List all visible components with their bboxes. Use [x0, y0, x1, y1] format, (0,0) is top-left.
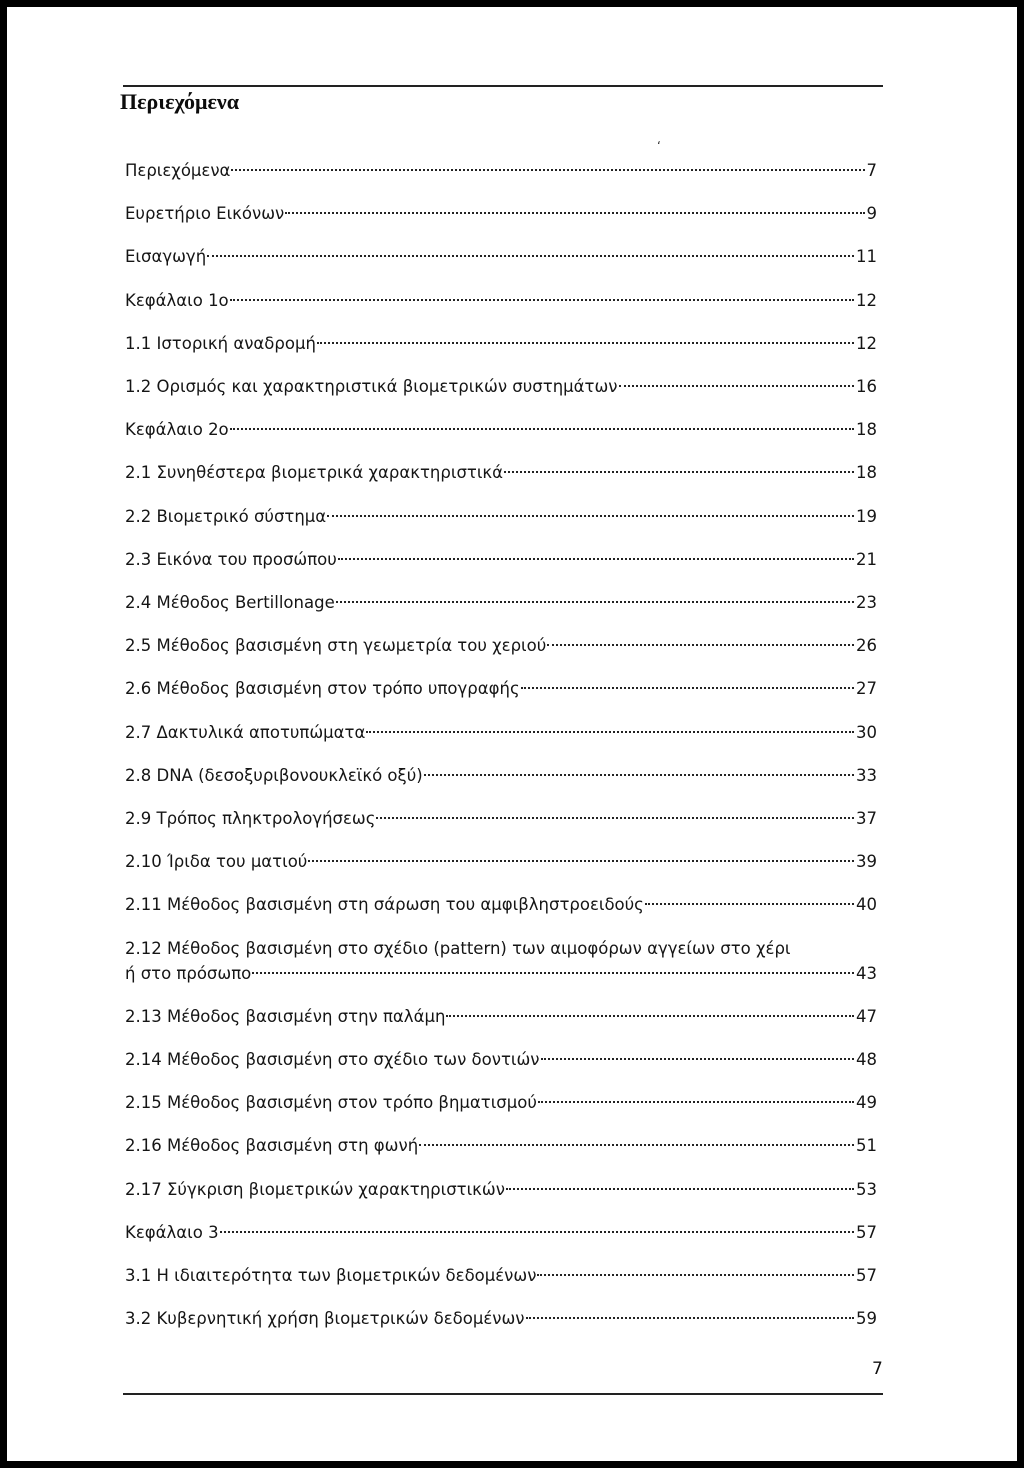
toc-entry-label: 1.2 Ορισμός και χαρακτηριστικά βιομετρικών συστημάτων — [125, 377, 618, 396]
toc-entry-label: 3.2 Κυβερνητική χρήση βιομετρικών δεδομένων — [125, 1309, 525, 1329]
toc-entry[interactable] — [125, 419, 877, 441]
toc-entry-label: 2.1 Συνηθέστερα βιομετρικά χαρακτηριστικά — [125, 463, 504, 483]
document-page — [7, 7, 1017, 1461]
toc-entry-label: 2.3 Εικόνα του προσώπου — [125, 549, 337, 569]
dot-leader — [547, 644, 854, 646]
toc-entry[interactable] — [125, 894, 877, 916]
dot-leader — [207, 255, 854, 257]
toc-entry-label: 3.1 Η ιδιαιτερότητα των βιομετρικών δεδομένων — [125, 1266, 537, 1285]
stray-mark: ‘ — [657, 139, 661, 153]
dot-leader — [231, 169, 864, 171]
toc-entry[interactable] — [125, 1308, 877, 1330]
toc-entry-label-line1: 2.12 Μέθοδος βασισμένη στο σχέδιο (pattern) των αιμοφόρων αγγείων στο χέρι — [125, 938, 791, 958]
toc-entry-label: 2.13 Μέθοδος βασισμένη στην παλάμη — [125, 1006, 446, 1026]
toc-entry[interactable] — [125, 963, 877, 985]
toc-entry-page-number: 57 — [856, 1222, 877, 1242]
dot-leader — [336, 601, 854, 603]
toc-entry[interactable] — [125, 851, 877, 873]
toc-entry-page-number: 43 — [856, 963, 877, 983]
toc-entry[interactable] — [125, 549, 877, 571]
toc-entry-label: 2.15 Μέθοδος βασισμένη στον τρόπο βηματισμού — [125, 1093, 537, 1113]
dot-leader — [538, 1101, 854, 1103]
toc-entry-page-number: 53 — [856, 1179, 877, 1199]
dot-leader — [424, 774, 854, 776]
toc-entry-page-number: 9 — [866, 204, 877, 224]
toc-entry-page-number: 12 — [856, 333, 877, 353]
toc-entry-page-number: 33 — [856, 765, 877, 785]
dot-leader — [230, 428, 854, 430]
toc-entry-label: Κεφάλαιο 2ο — [125, 420, 229, 440]
toc-entry-page-number: 49 — [856, 1093, 877, 1113]
dot-leader — [308, 860, 854, 862]
toc-entry[interactable] — [125, 1049, 877, 1071]
toc-entry[interactable] — [125, 808, 877, 830]
toc-entry-label: 2.7 Δακτυλικά αποτυπώματα — [125, 722, 366, 742]
toc-entry[interactable] — [125, 203, 877, 225]
dot-leader — [645, 903, 854, 905]
toc-entry-page-number: 18 — [856, 463, 877, 483]
toc-entry[interactable] — [125, 246, 877, 268]
toc-entry[interactable] — [125, 290, 877, 312]
toc-entry-page-number: 12 — [856, 290, 877, 310]
toc-entry-label: 2.8 DNA (δεσοξυριβονουκλεϊκό οξύ) — [125, 765, 423, 785]
toc-entry-label: 1.1 Ιστορική αναδρομή — [125, 333, 316, 353]
dot-leader — [446, 1015, 854, 1017]
toc-entry[interactable] — [125, 376, 877, 398]
toc-entry-label: 2.14 Μέθοδος βασισμένη στο σχέδιο των δοντιών — [125, 1050, 540, 1069]
toc-entry-page-number: 40 — [856, 895, 877, 915]
toc-entry[interactable] — [125, 1092, 877, 1114]
dot-leader — [526, 1317, 854, 1319]
toc-entry-page-number: 19 — [856, 506, 877, 526]
toc-entry-page-number: 7 — [866, 161, 877, 180]
toc-entry[interactable] — [125, 506, 877, 528]
toc-entry[interactable] — [125, 722, 877, 744]
dot-leader — [220, 1231, 854, 1233]
toc-entry[interactable] — [125, 462, 877, 484]
top-rule — [123, 85, 883, 87]
toc-entry-page-number: 21 — [856, 549, 877, 569]
dot-leader — [285, 212, 864, 214]
dot-leader — [537, 1274, 854, 1276]
toc-entry-page-number: 57 — [856, 1266, 877, 1285]
toc-entry[interactable] — [125, 1179, 877, 1201]
toc-entry-label: Περιεχόμενα — [125, 161, 231, 180]
toc-entry-page-number: 48 — [856, 1050, 877, 1069]
dot-leader — [376, 817, 854, 819]
toc-entry[interactable] — [125, 1222, 877, 1244]
toc-entry-label: 2.6 Μέθοδος βασισμένη στον τρόπο υπογραφής — [125, 679, 520, 699]
toc-entry-page-number: 27 — [856, 679, 877, 699]
dot-leader — [317, 342, 854, 344]
dot-leader — [521, 687, 854, 689]
toc-entry-label: 2.17 Σύγκριση βιομετρικών χαρακτηριστικών — [125, 1179, 505, 1199]
toc-entry-page-number: 11 — [856, 247, 877, 267]
dot-leader — [230, 299, 854, 301]
toc-entry-page-number: 23 — [856, 593, 877, 612]
toc-entry-label: Ευρετήριο Εικόνων — [125, 204, 285, 224]
toc-entry-label: 2.11 Μέθοδος βασισμένη στη σάρωση του αμφιβληστροειδούς — [125, 895, 644, 915]
toc-entry[interactable] — [125, 160, 877, 182]
dot-leader — [366, 731, 854, 733]
toc-entry-page-number: 59 — [856, 1309, 877, 1329]
toc-entry-label: 2.10 Ίριδα του ματιού — [125, 852, 308, 872]
toc-entry-label: 2.16 Μέθοδος βασισμένη στη φωνή — [125, 1136, 419, 1156]
dot-leader — [506, 1188, 854, 1190]
toc-entry-page-number: 26 — [856, 636, 877, 656]
toc-entry-page-number: 30 — [856, 722, 877, 742]
toc-entry-page-number: 37 — [856, 809, 877, 828]
toc-entry-label: 2.2 Βιομετρικό σύστημα — [125, 506, 327, 526]
bottom-rule — [123, 1393, 883, 1395]
toc-entry[interactable] — [125, 765, 877, 787]
toc-entry-page-number: 16 — [856, 377, 877, 396]
toc-entry-label: 2.5 Μέθοδος βασισμένη στη γεωμετρία του χεριού — [125, 636, 547, 656]
toc-entry-page-number: 39 — [856, 852, 877, 872]
toc-entry[interactable] — [125, 635, 877, 657]
toc-entry-label: ή στο πρόσωπο — [125, 963, 252, 983]
page-number: 7 — [872, 1359, 883, 1379]
toc-entry-page-number: 51 — [856, 1136, 877, 1156]
dot-leader — [619, 385, 854, 387]
dot-leader — [252, 972, 854, 974]
toc-entry[interactable] — [125, 678, 877, 700]
dot-leader — [541, 1058, 854, 1060]
toc-entry-label: Κεφάλαιο 1ο — [125, 290, 229, 310]
toc-entry-label: 2.9 Τρόπος πληκτρολογήσεως — [125, 809, 376, 828]
toc-entry-page-number: 47 — [856, 1006, 877, 1026]
toc-entry[interactable] — [125, 1135, 877, 1157]
page-title: Περιεχόμενα — [120, 89, 240, 114]
toc-entry-page-number: 18 — [856, 420, 877, 440]
dot-leader — [419, 1144, 854, 1146]
toc-entry-label: Κεφάλαιο 3 — [125, 1222, 219, 1242]
dot-leader — [504, 471, 854, 473]
dot-leader — [327, 515, 854, 517]
dot-leader — [338, 558, 854, 560]
toc-entry[interactable] — [125, 1265, 877, 1287]
toc-entry-label: Εισαγωγή — [125, 247, 207, 267]
toc-entry[interactable] — [125, 1006, 877, 1028]
toc-entry[interactable] — [125, 592, 877, 614]
toc-entry-label: 2.4 Μέθοδος Bertillonage — [125, 593, 335, 612]
toc-entry[interactable] — [125, 333, 877, 355]
